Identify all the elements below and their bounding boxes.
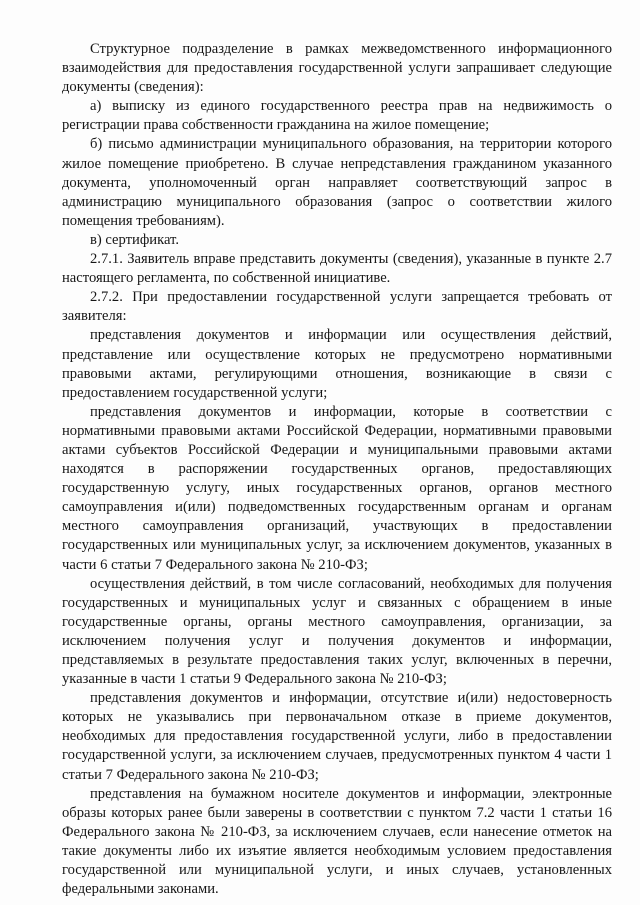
paragraph-2-7-2: 2.7.2. При предоставлении государственной услуги запрещается требовать от заявителя: <box>62 289 612 325</box>
paragraph-item-b: б) письмо администрации муниципального образования, на территории которого жилое помещение приобретено. В случае непредставления гражданином указанного документа, уполномоченный орган направляет соответствующий запрос в администрацию муниципального образования (запрос о соответствии жилого помещения требованиям). <box>62 136 612 229</box>
paragraph-prohibition-2: представления документов и информации, которые в соответствии с нормативными правовыми актами Российской Федерации, нормативными правовыми актами субъектов Российской Федерации и муниципальными правовыми актами находятся в распоряжении государственных органов, предоставляющих государственную услугу, иных государственных органов, органов местного самоуправления и(или) подведомственных государственным органам и органам местного самоуправления организаций, участвующих в предоставлении государственных или муниципальных услуг, за исключением документов, указанных в части 6 статьи 7 Федерального закона № 210-ФЗ; <box>62 403 612 573</box>
paragraph-prohibition-5: представления на бумажном носителе документов и информации, электронные образы которых ранее были заверены в соответствии с пунктом 7.2 части 1 статьи 16 Федерального закона № 210-ФЗ, за исключением случаев, если нанесение отметок на такие документы либо их изъятие является необходимым условием предоставления государственной или муниципальной услуги, и иных случаев, установленных федеральными законами. <box>62 785 612 898</box>
paragraph-item-c: в) сертификат. <box>90 231 179 248</box>
paragraph-2-7-1: 2.7.1. Заявитель вправе представить документы (сведения), указанные в пункте 2.7 настоящего регламента, по собственной инициативе. <box>62 251 612 287</box>
document-body <box>62 40 612 899</box>
paragraph-item-a: а) выписку из единого государственного реестра прав на недвижимость о регистрации права собственности гражданина на жилое помещение; <box>62 98 612 134</box>
paragraph-intro: Структурное подразделение в рамках межведомственного информационного взаимодействия для предоставления государственной услуги запрашивает следующие документы (сведения): <box>62 41 612 96</box>
paragraph-prohibition-4: представления документов и информации, отсутствие и(или) недостоверность которых не указывались при первоначальном отказе в приеме документов, необходимых для предоставления государственной услуги, либо в предоставлении государственной услуги, за исключением случаев, предусмотренных пунктом 4 части 1 статьи 7 Федерального закона № 210-ФЗ; <box>62 690 612 783</box>
paragraph-prohibition-3: осуществления действий, в том числе согласований, необходимых для получения государственных и муниципальных услуг и связанных с обращением в иные государственные органы, органы местного самоуправления, организации, за исключением получения услуг и получения документов и информации, представляемых в результате предоставления таких услуг, включенных в перечни, указанные в части 1 статьи 9 Федерального закона № 210-ФЗ; <box>62 575 612 688</box>
paragraph-prohibition-1: представления документов и информации или осуществления действий, представление или осуществление которых не предусмотрено нормативными правовыми актами, регулирующими отношения, возникающие в связи с предоставлением государственной услуги; <box>62 327 612 401</box>
